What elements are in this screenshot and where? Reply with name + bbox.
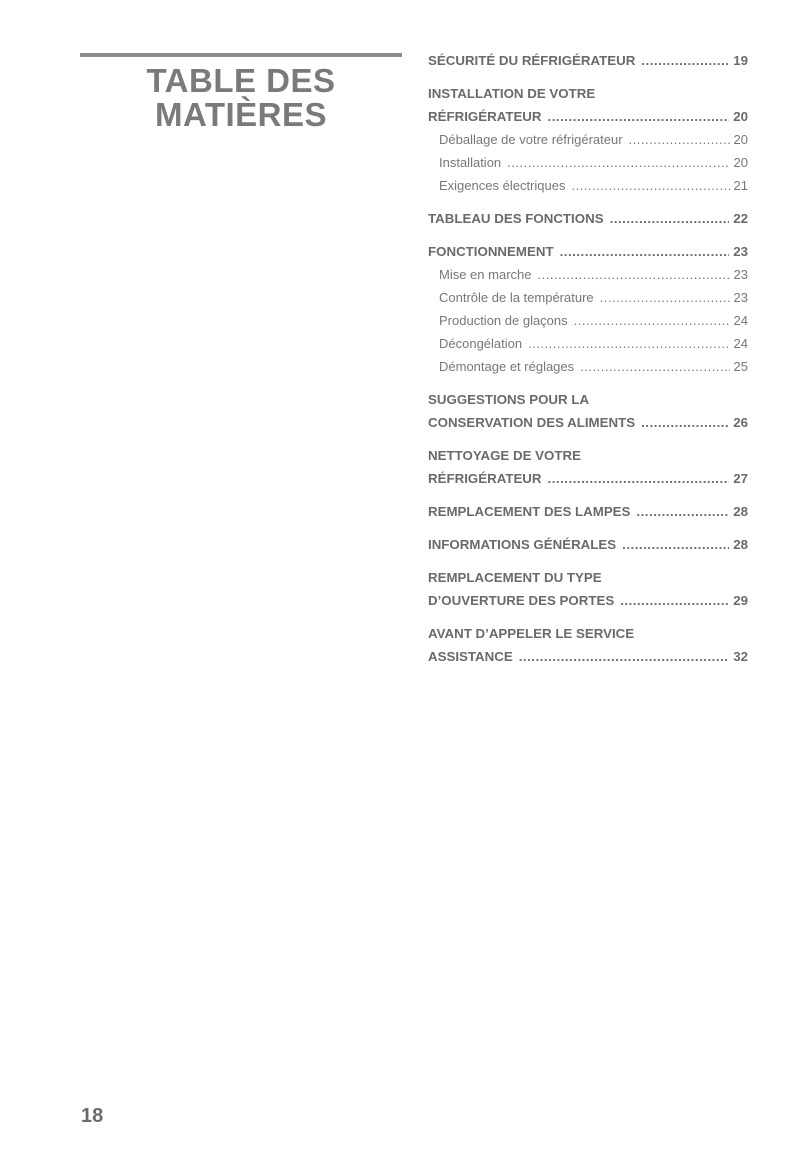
toc-entry-informations[interactable] <box>428 533 748 556</box>
toc-subentry-exigences[interactable] <box>428 174 748 197</box>
toc-entry-label: SÉCURITÉ DU RÉFRIGÉRATEUR <box>428 53 636 68</box>
toc-page-number: 28 <box>733 537 748 552</box>
toc-entry-fonctionnement[interactable] <box>428 240 748 263</box>
toc-subentry-glacons[interactable] <box>428 309 748 332</box>
toc-entry-label: INSTALLATION DE VOTRE <box>428 86 596 101</box>
toc-leader-dots <box>560 240 730 263</box>
toc-entry-suggestions-heading[interactable] <box>428 388 748 411</box>
toc-entry-label: Exigences électriques <box>439 178 566 193</box>
toc-subentry-decongelation[interactable] <box>428 332 748 355</box>
toc-page-number: 24 <box>733 336 748 351</box>
toc-entry-label: Déballage de votre réfrigérateur <box>439 132 623 147</box>
toc-leader-dots <box>537 263 729 286</box>
table-of-contents <box>428 49 748 668</box>
toc-entry-assistance[interactable] <box>428 645 748 668</box>
toc-subentry-controle-temperature[interactable] <box>428 286 748 309</box>
toc-leader-dots <box>600 286 730 309</box>
toc-entry-label: RÉFRIGÉRATEUR <box>428 109 542 124</box>
toc-entry-label: FONCTIONNEMENT <box>428 244 554 259</box>
toc-page-number: 20 <box>733 155 748 170</box>
page-title-line-2: MATIÈRES <box>154 96 328 133</box>
toc-leader-dots <box>548 467 730 490</box>
toc-page-number: 20 <box>733 132 748 147</box>
toc-leader-dots <box>507 151 729 174</box>
toc-page-number: 32 <box>733 649 748 664</box>
toc-subentry-installation[interactable] <box>428 151 748 174</box>
toc-page-number: 23 <box>733 244 748 259</box>
toc-leader-dots <box>574 309 730 332</box>
toc-leader-dots <box>620 589 729 612</box>
toc-entry-installation-heading[interactable] <box>428 82 748 105</box>
toc-entry-label: ASSISTANCE <box>428 649 513 664</box>
toc-entry-portes[interactable] <box>428 589 748 612</box>
title-rule <box>80 53 402 57</box>
toc-entry-label: TABLEAU DES FONCTIONS <box>428 211 604 226</box>
toc-leader-dots <box>548 105 730 128</box>
toc-page-number: 28 <box>733 504 748 519</box>
toc-subentry-mise-en-marche[interactable] <box>428 263 748 286</box>
toc-entry-label: Démontage et réglages <box>439 359 575 374</box>
toc-entry-label: SUGGESTIONS POUR LA <box>428 392 590 407</box>
toc-entry-assistance-heading[interactable] <box>428 622 748 645</box>
toc-entry-suggestions[interactable] <box>428 411 748 434</box>
toc-entry-label: D’OUVERTURE DES PORTES <box>428 593 615 608</box>
toc-leader-dots <box>519 645 729 668</box>
toc-entry-label: Installation <box>439 155 502 170</box>
toc-page-number: 21 <box>733 178 748 193</box>
toc-page-number: 23 <box>733 290 748 305</box>
toc-page-number: 25 <box>733 359 748 374</box>
toc-page-number: 29 <box>733 593 748 608</box>
toc-entry-label: Décongélation <box>439 336 523 351</box>
toc-entry-label: CONSERVATION DES ALIMENTS <box>428 415 636 430</box>
toc-entry-label: NETTOYAGE DE VOTRE <box>428 448 581 463</box>
toc-subentry-demontage[interactable] <box>428 355 748 378</box>
toc-entry-label: Contrôle de la température <box>439 290 594 305</box>
toc-entry-label: REMPLACEMENT DES LAMPES <box>428 504 631 519</box>
toc-leader-dots <box>636 500 729 523</box>
page-title <box>80 64 402 132</box>
toc-entry-portes-heading[interactable] <box>428 566 748 589</box>
toc-entry-tableau-fonctions[interactable] <box>428 207 748 230</box>
toc-leader-dots <box>622 533 729 556</box>
toc-subentry-deballage[interactable] <box>428 128 748 151</box>
toc-entry-label: INFORMATIONS GÉNÉRALES <box>428 537 617 552</box>
toc-leader-dots <box>641 411 729 434</box>
toc-leader-dots <box>629 128 730 151</box>
toc-page-number: 26 <box>733 415 748 430</box>
toc-page-number: 22 <box>733 211 748 226</box>
toc-page-number: 24 <box>733 313 748 328</box>
toc-page-number: 19 <box>733 53 748 68</box>
toc-leader-dots <box>580 355 729 378</box>
toc-entry-lampes[interactable] <box>428 500 748 523</box>
toc-entry-label: Production de glaçons <box>439 313 568 328</box>
toc-leader-dots <box>641 49 729 72</box>
toc-entry-label: Mise en marche <box>439 267 532 282</box>
toc-entry-label: AVANT D’APPELER LE SERVICE <box>428 626 635 641</box>
toc-page-number: 20 <box>733 109 748 124</box>
toc-leader-dots <box>610 207 730 230</box>
toc-entry-label: REMPLACEMENT DU TYPE <box>428 570 602 585</box>
toc-entry-nettoyage[interactable] <box>428 467 748 490</box>
toc-leader-dots <box>571 174 729 197</box>
toc-entry-nettoyage-heading[interactable] <box>428 444 748 467</box>
toc-page-number: 23 <box>733 267 748 282</box>
toc-leader-dots <box>528 332 729 355</box>
toc-entry-installation[interactable] <box>428 105 748 128</box>
page-number: 18 <box>81 1105 104 1127</box>
page-title-line-1: TABLE DES <box>146 62 336 99</box>
toc-entry-label: RÉFRIGÉRATEUR <box>428 471 542 486</box>
toc-page-number: 27 <box>733 471 748 486</box>
toc-entry-securite[interactable] <box>428 49 748 72</box>
